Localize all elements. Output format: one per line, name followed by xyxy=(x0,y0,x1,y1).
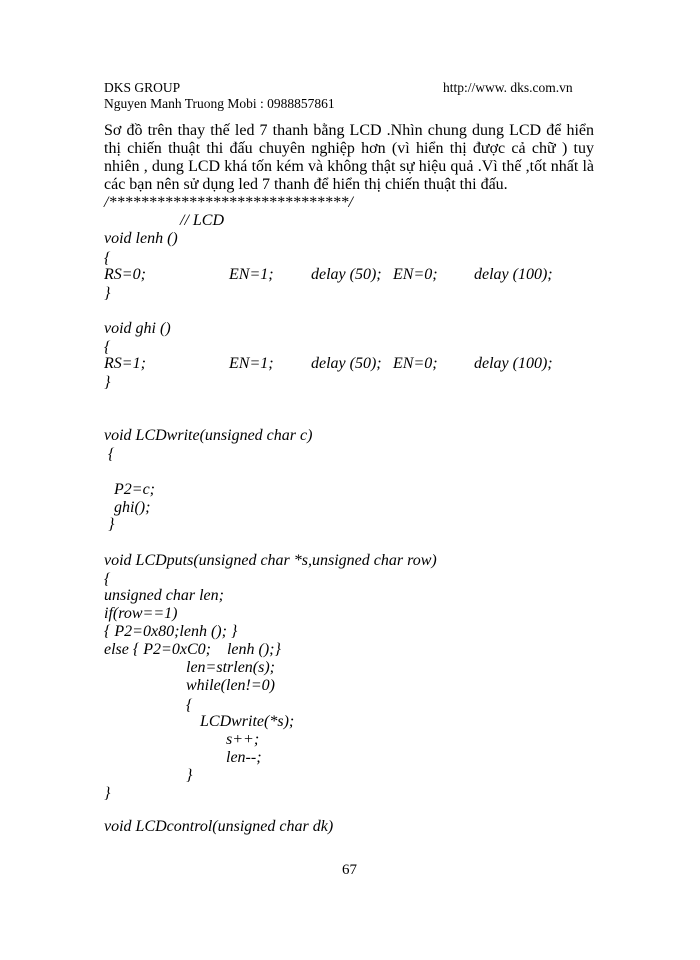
brace-open: { xyxy=(104,571,111,588)
paragraph-line: các bạn nên sử dụng led 7 thanh để hiển thị chiến thuật thi đấu. xyxy=(104,176,508,193)
stmt-rs0: RS=0; xyxy=(104,266,146,283)
stmt-en1: EN=1; xyxy=(229,355,274,372)
paragraph-line: Sơ đồ trên thay thế led 7 thanh bằng LCD .Nhìn chung dung LCD để hiển xyxy=(104,122,594,139)
comment-separator: /******************************/ xyxy=(104,194,353,211)
page-number: 67 xyxy=(342,862,357,878)
paragraph-line: nhiên , dung LCD khá tốn kém và không thật sự hiệu quả .Vì thế ,tốt nhất là xyxy=(104,158,594,175)
brace-close: } xyxy=(104,285,111,302)
intro-paragraph xyxy=(104,122,594,194)
stmt-lcdwrite-call: LCDwrite(*s); xyxy=(200,713,295,730)
func-lcdwrite-signature: void LCDwrite(unsigned char c) xyxy=(104,427,313,444)
stmt-delay50: delay (50); xyxy=(311,355,382,372)
func-lcdcontrol-signature: void LCDcontrol(unsigned char dk) xyxy=(104,818,334,835)
stmt-en0: EN=0; xyxy=(393,266,438,283)
func-ghi-signature: void ghi () xyxy=(104,320,171,337)
stmt-rs1: RS=1; xyxy=(104,355,146,372)
func-lenh-signature: void lenh () xyxy=(104,230,178,247)
brace-close: } xyxy=(186,767,193,784)
paragraph-line: thị chiến thuật thi đấu chuyên nghiệp hơn (vì hiển thị được cả chữ ) tuy xyxy=(104,140,594,157)
stmt-delay100: delay (100); xyxy=(474,266,553,283)
brace-open: { xyxy=(104,250,111,267)
stmt-while: while(len!=0) xyxy=(186,677,275,694)
stmt-len-decl: unsigned char len; xyxy=(104,587,224,604)
brace-open: { xyxy=(108,446,115,463)
stmt-else-block: else { P2=0xC0; lenh ();} xyxy=(104,641,281,658)
stmt-p2-c: P2=c; xyxy=(114,481,155,498)
stmt-delay100: delay (100); xyxy=(474,355,553,372)
brace-close: } xyxy=(108,516,115,533)
stmt-en0: EN=0; xyxy=(393,355,438,372)
stmt-en1: EN=1; xyxy=(229,266,274,283)
brace-close: } xyxy=(104,785,111,802)
header-group-name: DKS GROUP xyxy=(104,80,181,95)
stmt-ghi-call: ghi(); xyxy=(114,499,151,516)
stmt-s-increment: s++; xyxy=(226,731,260,748)
stmt-len-decrement: len--; xyxy=(226,749,262,766)
stmt-row1-block: { P2=0x80;lenh (); } xyxy=(104,623,238,640)
header-url: http://www. dks.com.vn xyxy=(443,80,573,95)
brace-open: { xyxy=(186,697,193,714)
stmt-if-row: if(row==1) xyxy=(104,605,178,622)
stmt-delay50: delay (50); xyxy=(311,266,382,283)
stmt-strlen: len=strlen(s); xyxy=(186,659,275,676)
brace-open: { xyxy=(104,339,111,356)
func-lcdputs-signature: void LCDputs(unsigned char *s,unsigned char row) xyxy=(104,552,437,569)
brace-close: } xyxy=(104,374,111,391)
comment-lcd: // LCD xyxy=(180,212,225,229)
header-author-phone: Nguyen Manh Truong Mobi : 0988857861 xyxy=(104,96,335,111)
